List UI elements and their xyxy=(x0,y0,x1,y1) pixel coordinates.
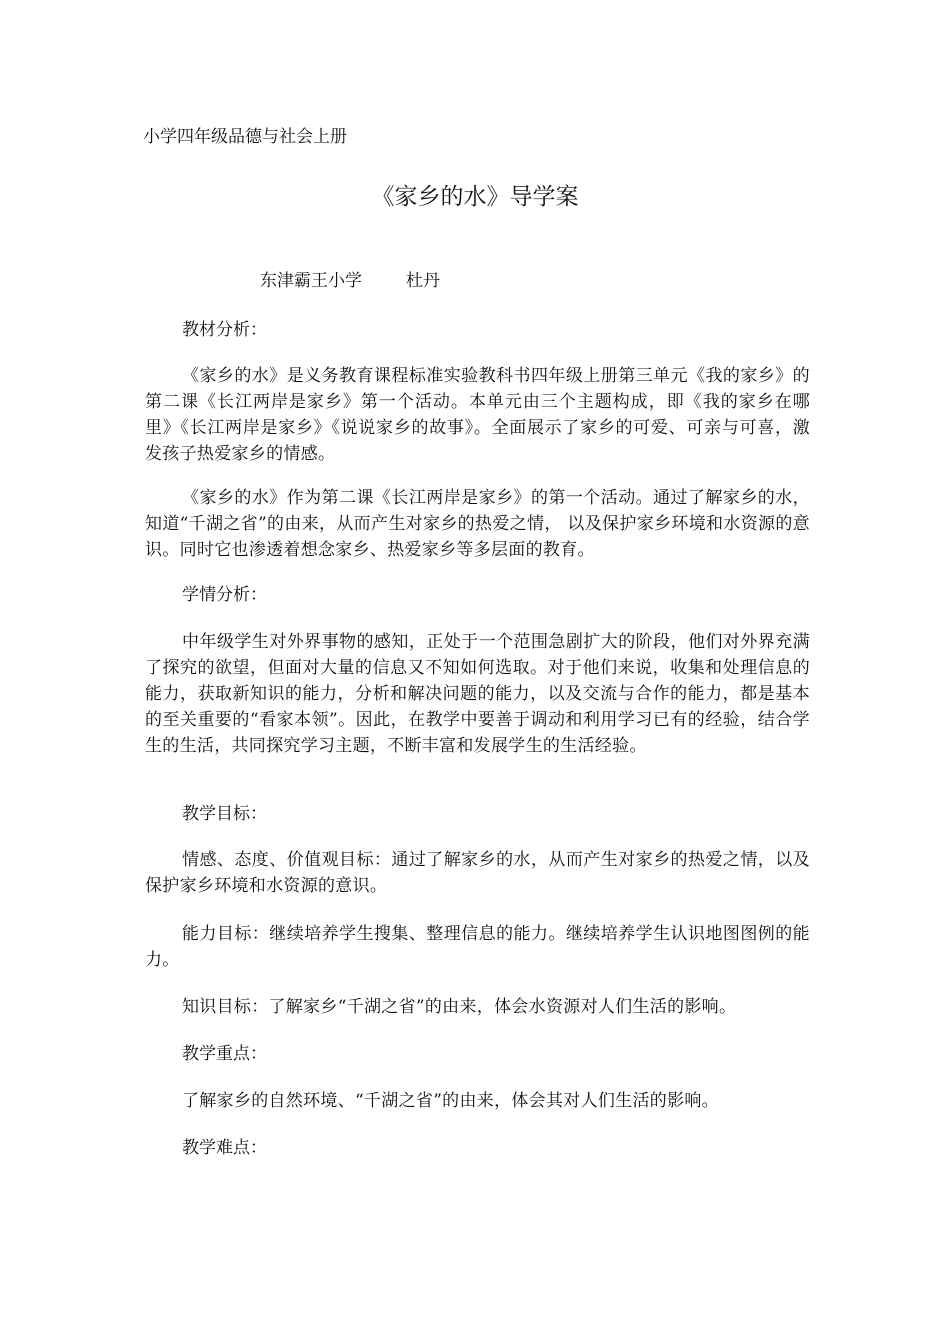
teaching-objectives-heading: 教学目标： xyxy=(182,804,267,824)
key-points-paragraph: 了解家乡的自然环境、“千湖之省”的由来，体会其对人们生活的影响。 xyxy=(182,1091,719,1111)
textbook-analysis-paragraph-2: 《家乡的水》作为第二课《长江两岸是家乡》的第一个活动。通过了解家乡的水，知道“千湖之省”的由来，从而产生对家乡的热爱之情， 以及保护家乡环境和水资源的意识。同时它也渗透着想念家乡、热爱家乡等多层面的教育。 xyxy=(145,488,810,560)
difficulties-heading: 教学难点： xyxy=(182,1138,267,1158)
key-points-heading: 教学重点： xyxy=(182,1044,267,1064)
objective-emotion-paragraph: 情感、态度、价值观目标：通过了解家乡的水，从而产生对家乡的热爱之情，以及保护家乡环境和水资源的意识。 xyxy=(145,850,810,896)
author-line xyxy=(260,270,440,292)
textbook-analysis-heading: 教材分析： xyxy=(182,320,267,340)
objective-knowledge-paragraph: 知识目标：了解家乡“千湖之省”的由来，体会水资源对人们生活的影响。 xyxy=(182,997,737,1017)
author-name: 杜丹 xyxy=(406,271,440,291)
document-title: 《家乡的水》导学案 xyxy=(371,184,579,210)
objective-ability-paragraph: 能力目标：继续培养学生搜集、整理信息的能力。继续培养学生认识地图图例的能力。 xyxy=(145,924,810,970)
author-school: 东津霸王小学 xyxy=(260,271,362,291)
student-analysis-paragraph: 中年级学生对外界事物的感知，正处于一个范围急剧扩大的阶段，他们对外界充满了探究的欲望，但面对大量的信息又不知如何选取。对于他们来说，收集和处理信息的能力，获取新知识的能力，分析和解决问题的能力，以及交流与合作的能力，都是基本的至关重要的“看家本领”。因此，在教学中要善于调动和利用学习已有的经验，结合学生的生活，共同探究学习主题，不断丰富和发展学生的生活经验。 xyxy=(145,632,810,756)
student-analysis-heading: 学情分析： xyxy=(182,585,267,605)
subject-line: 小学四年级品德与社会上册 xyxy=(143,127,347,147)
textbook-analysis-paragraph-1: 《家乡的水》是义务教育课程标准实验教科书四年级上册第三单元《我的家乡》的第二课《长江两岸是家乡》第一个活动。本单元由三个主题构成，即《我的家乡在哪里》《长江两岸是家乡》《说说家乡的故事》。全面展示了家乡的可爱、可亲与可喜，激发孩子热爱家乡的情感。 xyxy=(145,366,810,464)
